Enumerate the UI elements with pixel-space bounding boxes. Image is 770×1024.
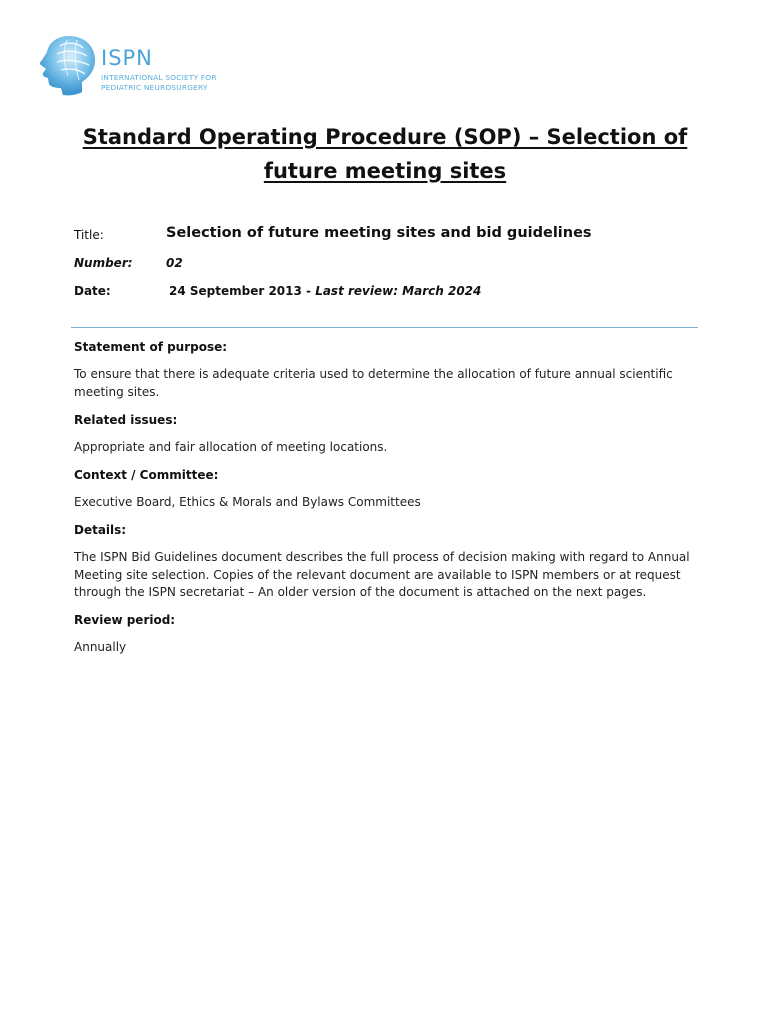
logo-subtitle <box>101 73 217 92</box>
section-body: To ensure that there is adequate criteria used to determine the allocation of future annual scientific meeting sites. <box>74 367 673 399</box>
last-review-text: Last review: March 2024 <box>315 284 482 298</box>
logo-subtitle-line1: INTERNATIONAL SOCIETY FOR <box>101 73 217 82</box>
section-heading: Review period: <box>74 613 176 627</box>
number-label: Number: <box>74 256 133 270</box>
logo-name: ISPN <box>101 46 153 70</box>
document-heading: Standard Operating Procedure (SOP) – Selection of future meeting sites <box>82 125 688 183</box>
date-label: Date: <box>74 284 111 298</box>
section-heading: Context / Committee: <box>74 468 219 482</box>
section-heading: Details: <box>74 523 127 537</box>
divider <box>71 327 698 328</box>
title-value: Selection of future meeting sites and bid guidelines <box>166 225 592 241</box>
section-body: The ISPN Bid Guidelines document describes the full process of decision making with regard to Annual Meeting site selection. Copies of the relevant document are available to ISPN members or at request through the ISPN secretariat – An older version of the document is attached on the next pages. <box>74 550 690 599</box>
head-profile-icon <box>33 32 99 98</box>
section-heading: Related issues: <box>74 413 178 427</box>
number-value: 02 <box>166 256 183 270</box>
title-label: Title: <box>74 228 104 242</box>
section-body: Executive Board, Ethics & Morals and Bylaws Committees <box>74 495 421 509</box>
date-text: 24 September 2013 - <box>169 284 316 298</box>
ispn-logo <box>33 32 233 102</box>
logo-subtitle-line2: PEDIATRIC NEUROSURGERY <box>101 82 208 92</box>
section-body: Appropriate and fair allocation of meeting locations. <box>74 440 388 454</box>
date-value <box>169 284 481 298</box>
section-heading: Statement of purpose: <box>74 340 228 354</box>
section-body: Annually <box>74 640 127 654</box>
